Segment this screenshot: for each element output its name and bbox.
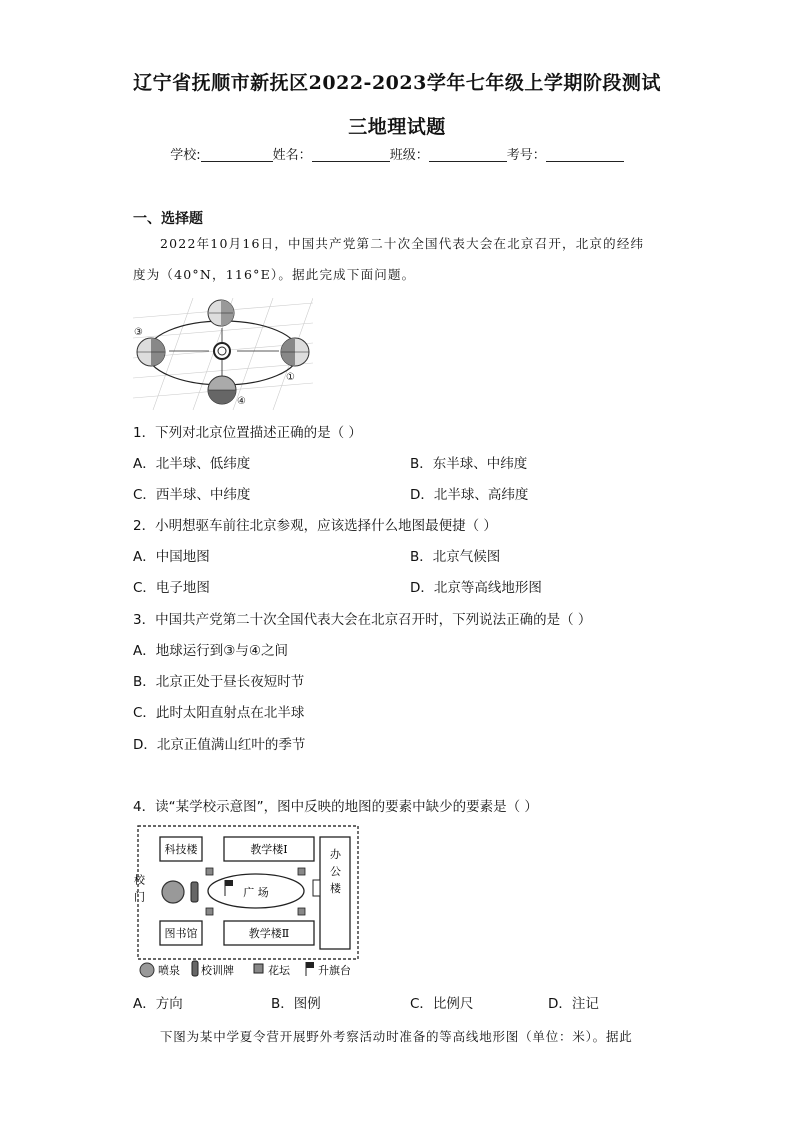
question-2-option-d[interactable]: D．北京等高线地形图 (410, 580, 542, 596)
question-1-stem: 1．下列对北京位置描述正确的是（ ） (133, 425, 362, 441)
number-blank (546, 147, 624, 162)
question-4-option-c[interactable]: C．比例尺 (410, 996, 474, 1012)
section-title: 一、选择题 (133, 211, 203, 227)
question-2-option-b[interactable]: B．北京气候图 (410, 549, 501, 565)
orbit-label-3: ③ (134, 327, 143, 338)
school-blank (201, 147, 273, 162)
earth-icon-bottom (208, 376, 236, 404)
trailing-text: 下图为某中学夏令营开展野外考察活动时准备的等高线地形图（单位：米）。据此 (160, 1029, 633, 1044)
fountain-icon (162, 881, 184, 903)
page-title: 辽宁省抚顺市新抚区2022-2023学年七年级上学期阶段测试 (133, 72, 661, 94)
earth-orbit-figure (133, 298, 313, 410)
svg-text:升旗台: 升旗台 (318, 964, 351, 977)
svg-text:花坛: 花坛 (268, 964, 290, 977)
question-2-option-a[interactable]: A．中国地图 (133, 549, 210, 565)
flag-platform-icon (225, 880, 233, 886)
name-blank (312, 147, 390, 162)
question-1-option-a[interactable]: A．北半球、低纬度 (133, 456, 251, 472)
student-info-line (0, 144, 794, 163)
class-label: 班级： (389, 148, 429, 163)
school-label: 学校: (170, 148, 201, 163)
earth-icon-top (208, 300, 234, 326)
question-3-option-c[interactable]: C．此时太阳直射点在北半球 (133, 705, 305, 721)
intro-line-2: 度为（40°N，116°E）。据此完成下面问题。 (133, 267, 416, 282)
question-1-option-b[interactable]: B．东半球、中纬度 (410, 456, 528, 472)
motto-board-icon (191, 882, 198, 902)
question-3-option-b[interactable]: B．北京正处于昼长夜短时节 (133, 674, 305, 690)
intro-line-1: 2022年10月16日，中国共产党第二十次全国代表大会在北京召开，北京的经纬 (160, 236, 645, 251)
question-1-option-c[interactable]: C．西半球、中纬度 (133, 487, 251, 503)
class-blank (429, 147, 507, 162)
question-2-option-c[interactable]: C．电子地图 (133, 580, 210, 596)
page-subtitle: 三地理试题 (348, 116, 446, 138)
question-3-option-a[interactable]: A．地球运行到③与④之间 (133, 643, 288, 659)
number-label: 考号： (506, 148, 546, 163)
school-map-figure (130, 822, 366, 985)
question-4-option-d[interactable]: D．注记 (548, 996, 599, 1012)
question-3-option-d[interactable]: D．北京正值满山红叶的季节 (133, 737, 306, 753)
orbit-label-4: ④ (237, 396, 246, 407)
question-3-stem: 3．中国共产党第二十次全国代表大会在北京召开时，下列说法正确的是（ ） (133, 612, 592, 628)
svg-text:科技楼: 科技楼 (164, 843, 198, 856)
question-4-option-b[interactable]: B．图例 (271, 996, 321, 1012)
earth-icon-left (137, 338, 165, 366)
earth-icon-right (281, 338, 309, 366)
question-1-option-d[interactable]: D．北半球、高纬度 (410, 487, 529, 503)
question-4-stem: 4．读“某学校示意图”，图中反映的地图的要素中缺少的要素是（ ） (133, 799, 538, 815)
svg-text:校训牌: 校训牌 (201, 964, 234, 977)
name-label: 姓名： (272, 148, 312, 163)
question-2-stem: 2．小明想驱车前往北京参观，应该选择什么地图最便捷（ ） (133, 518, 497, 534)
svg-text:教学楼Ⅱ: 教学楼Ⅱ (248, 927, 290, 940)
school-gate-label: 校门 (132, 874, 146, 908)
office-building-label: 办公楼 (328, 848, 342, 900)
orbit-label-1: ① (286, 372, 295, 383)
svg-text:喷泉: 喷泉 (158, 964, 180, 977)
svg-text:广 场: 广 场 (243, 886, 269, 899)
question-4-option-a[interactable]: A．方向 (133, 996, 183, 1012)
svg-text:图书馆: 图书馆 (164, 927, 198, 940)
svg-text:教学楼Ⅰ: 教学楼Ⅰ (250, 843, 288, 856)
